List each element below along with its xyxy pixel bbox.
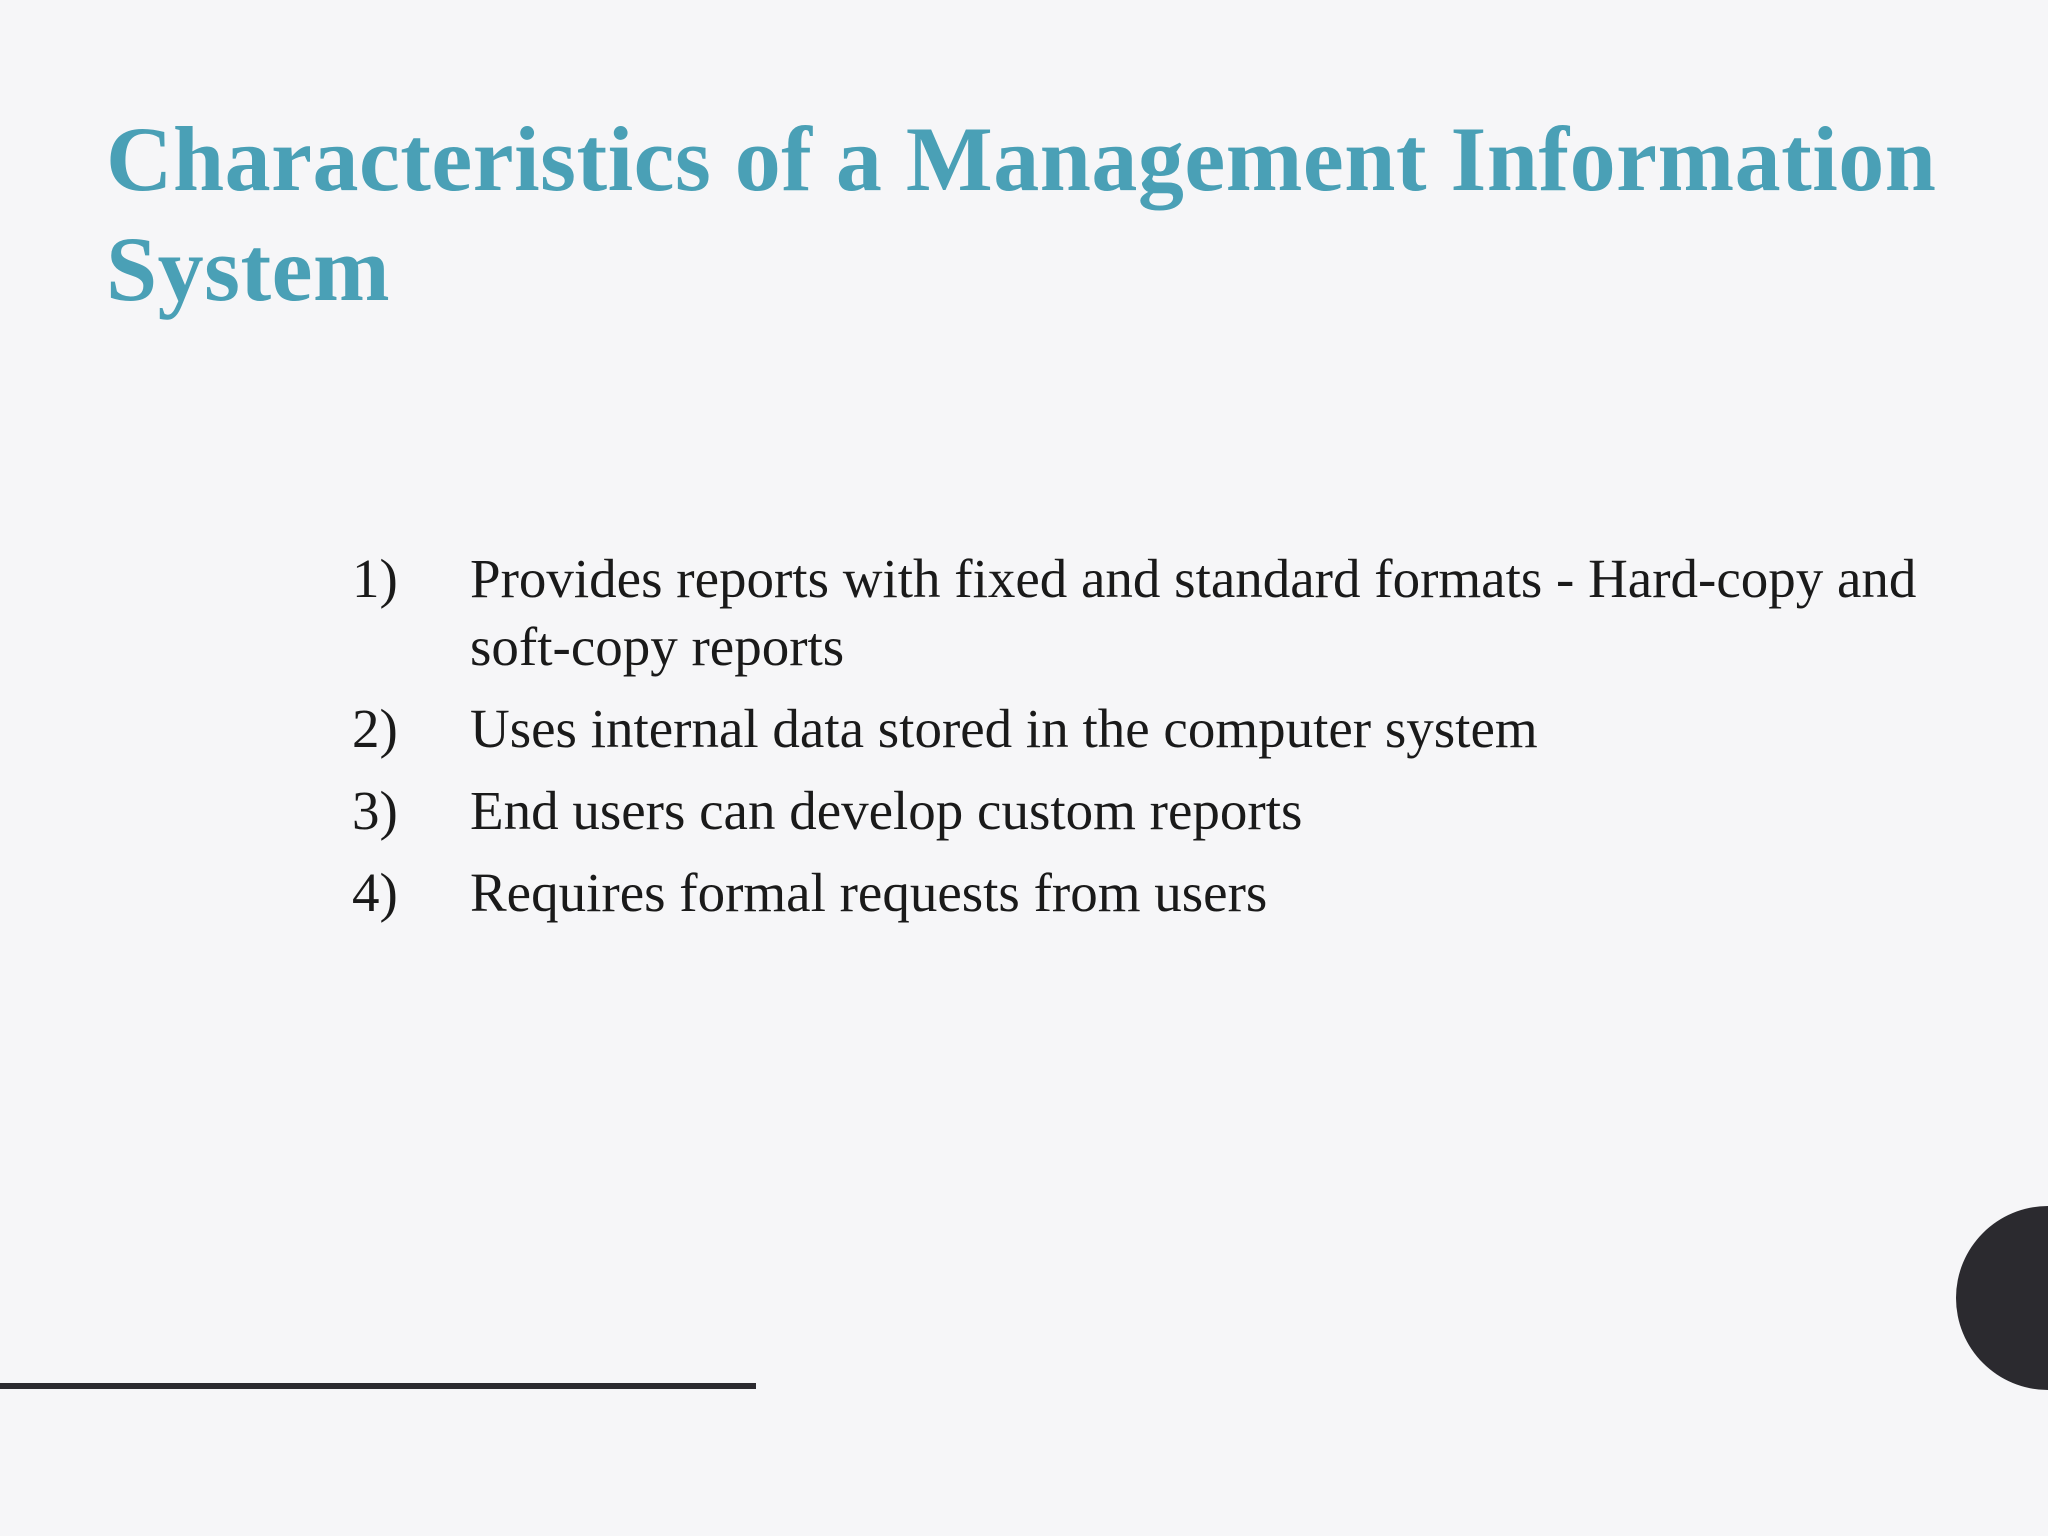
list-item — [352, 859, 1982, 927]
list-item-number: 3) — [352, 780, 398, 841]
decorative-rule — [0, 1383, 756, 1389]
characteristics-list — [352, 545, 1982, 941]
list-item-text: Uses internal data stored in the computer system — [470, 698, 1538, 759]
slide-title: Characteristics of a Management Information System — [106, 108, 1937, 320]
list-item-text: Requires formal requests from users — [470, 862, 1268, 923]
list-item — [352, 777, 1982, 845]
list-item-number: 1) — [352, 548, 398, 609]
list-item-text: Provides reports with fixed and standard formats - Hard-copy and soft-copy reports — [470, 548, 1917, 677]
decorative-circle — [1956, 1206, 2048, 1390]
list-item — [352, 545, 1982, 681]
list-item-number: 4) — [352, 862, 398, 923]
list-item-text: End users can develop custom reports — [470, 780, 1303, 841]
list-item-number: 2) — [352, 698, 398, 759]
list-item — [352, 695, 1982, 763]
